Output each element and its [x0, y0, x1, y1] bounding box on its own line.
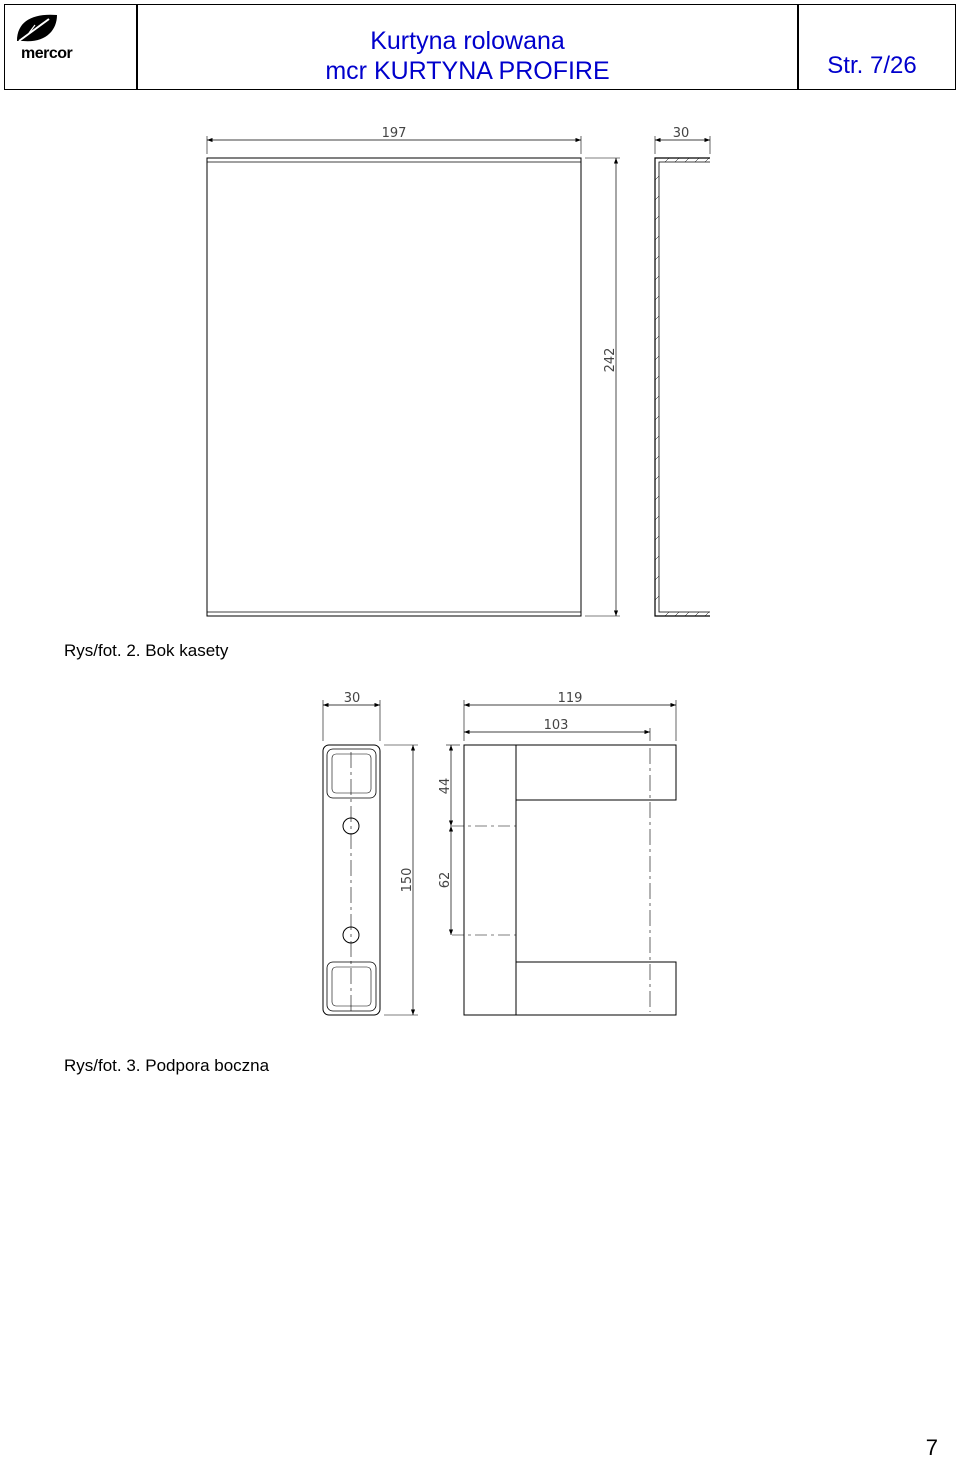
dimension-label-support-width: 30: [343, 691, 361, 706]
logo-wordmark: mercor: [21, 45, 73, 62]
dimension-label-height: 242: [603, 347, 618, 373]
page-reference: Str. 7/26: [827, 52, 917, 79]
side-support-drawing: [323, 700, 676, 1015]
dimension-label-support-height: 150: [400, 867, 415, 893]
dimension-label-support-total: 119: [557, 691, 583, 706]
figure-2-caption: Rys/fot. 2. Bok kasety: [64, 641, 229, 660]
title-line-1: Kurtyna rolowana: [370, 27, 565, 55]
support-front-outline: [323, 745, 380, 1015]
figure-3-caption: Rys/fot. 3. Podpora boczna: [64, 1056, 270, 1075]
dimension-label-width: 197: [381, 126, 407, 141]
dimension-label-flange: 30: [672, 126, 690, 141]
page-number: 7: [925, 1435, 938, 1460]
dimension-label-support-top: 44: [438, 777, 453, 795]
title-line-2: mcr KURTYNA PROFIRE: [325, 57, 610, 85]
support-side-outline: [464, 745, 676, 1015]
side-panel-outline: [207, 158, 581, 616]
cassette-side-drawing: [207, 136, 710, 616]
dimension-label-support-mid: 62: [438, 871, 453, 889]
dimension-label-support-inner: 103: [543, 718, 569, 733]
